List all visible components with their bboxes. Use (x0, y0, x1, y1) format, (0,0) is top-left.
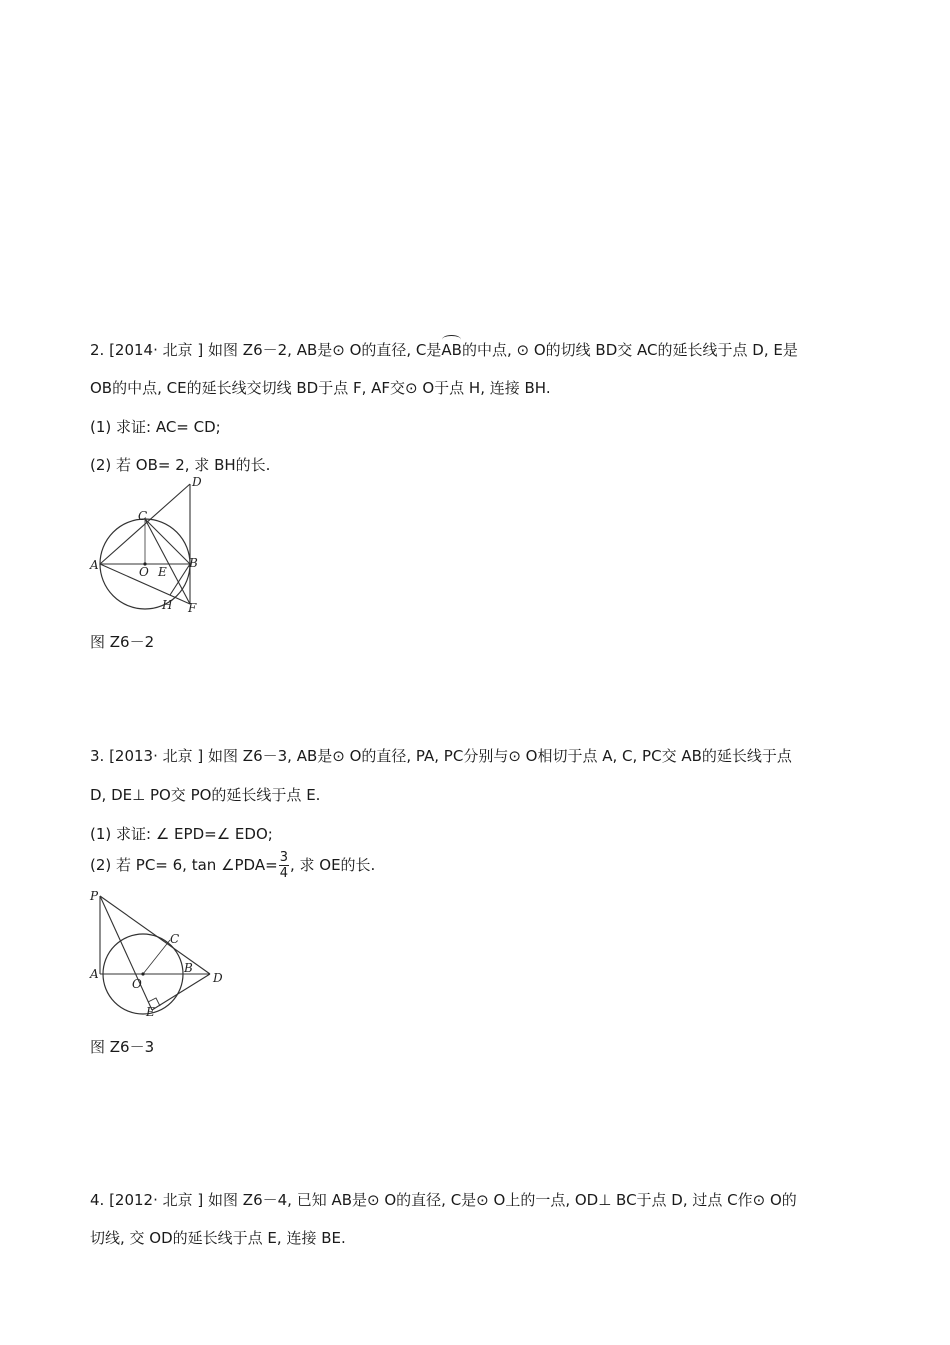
label-h: H (162, 598, 173, 612)
label-d: D (213, 971, 223, 985)
figure-caption-z6-3: 图 Z6－3 (90, 1038, 155, 1056)
problem2-line2: OB的中点, CE的延长线交切线 BD于点 F, AF交⊙ O于点 H, 连接 BH. (90, 379, 551, 397)
label-f: F (188, 601, 197, 615)
label-e: E (158, 565, 167, 579)
fraction-numerator: 3 (279, 850, 288, 865)
label-b: B (184, 961, 193, 975)
problem3-q2-text-b: , 求 OE的长. (289, 856, 376, 874)
label-a: A (90, 967, 99, 981)
label-b: B (189, 556, 198, 570)
problem2-question2: (2) 若 OB= 2, 求 BH的长. (90, 456, 271, 474)
problem2-text-b: 的中点, ⊙ O的切线 BD交 AC的延长线于点 D, E是 (461, 341, 798, 359)
label-c: C (138, 509, 148, 523)
problem3-q2-text-a: (2) 若 PC= 6, tan ∠PDA= (90, 856, 278, 874)
label-p: P (90, 889, 99, 903)
arc-ab-label: AB (441, 341, 462, 359)
problem2-text-a: 2. [2014· 北京 ] 如图 Z6－2, AB是⊙ O的直径, C是 (90, 341, 442, 359)
fraction (279, 850, 289, 881)
problem3-question2 (90, 847, 375, 883)
figure-z6-3 (88, 886, 228, 1018)
problem2-question1: (1) 求证: AC= CD; (90, 418, 221, 436)
figure-caption-z6-2: 图 Z6－2 (90, 633, 155, 651)
problem4-line1: 4. [2012· 北京 ] 如图 Z6－4, 已知 AB是⊙ O的直径, C是⊙ O上的一点, OD⊥ BC于点 D, 过点 C作⊙ O的 (90, 1191, 797, 1209)
problem2-line1 (90, 340, 798, 360)
label-a: A (90, 558, 99, 572)
label-d: D (192, 475, 202, 489)
problem3-line1: 3. [2013· 北京 ] 如图 Z6－3, AB是⊙ O的直径, PA, PC分别与⊙ O相切于点 A, C, PC交 AB的延长线于点 (90, 747, 792, 765)
problem3-question1: (1) 求证: ∠ EPD=∠ EDO; (90, 825, 273, 843)
label-e: E (146, 1005, 155, 1018)
label-o: O (132, 977, 142, 991)
label-o: O (139, 565, 149, 579)
label-c: C (170, 932, 180, 946)
figure-z6-2 (88, 474, 218, 616)
fraction-denominator: 4 (279, 866, 288, 881)
problem3-line2: D, DE⊥ PO交 PO的延长线于点 E. (90, 786, 321, 804)
problem4-line2: 切线, 交 OD的延长线于点 E, 连接 BE. (90, 1229, 346, 1247)
